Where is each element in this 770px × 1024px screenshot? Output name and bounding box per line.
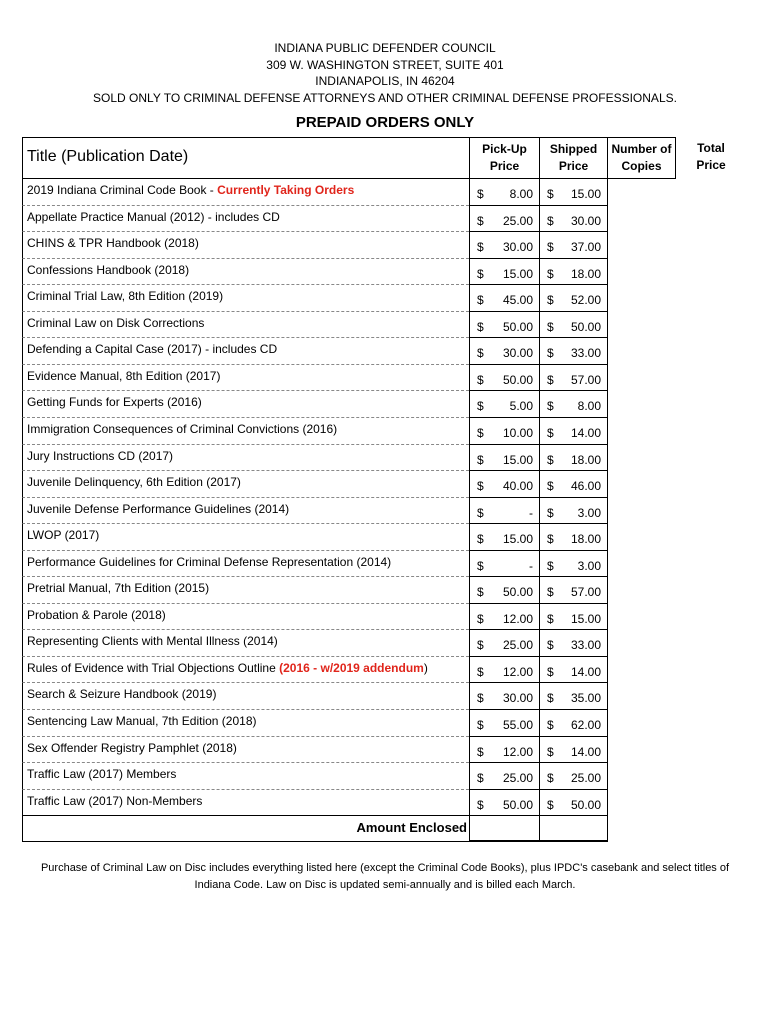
- pickup-price-cell: [469, 551, 539, 578]
- table-row: [22, 683, 744, 710]
- row-title-text: Sex Offender Registry Pamphlet (2018): [27, 740, 237, 755]
- row-title-text: Criminal Law on Disk Corrections: [27, 315, 205, 330]
- row-title-text: 2019 Indiana Criminal Code Book -: [27, 183, 218, 197]
- shipped-price: 50.00: [570, 319, 601, 334]
- currency-symbol: $: [547, 266, 554, 281]
- row-divider: [607, 365, 608, 392]
- pickup-price: 55.00: [502, 718, 533, 732]
- row-divider: [607, 604, 608, 631]
- currency-symbol: $: [477, 558, 484, 573]
- row-divider: [607, 524, 608, 551]
- table-row: [22, 577, 744, 604]
- shipped-price: 18.00: [570, 266, 601, 281]
- table-row: [22, 445, 744, 472]
- row-title-text: Search & Seizure Handbook (2019): [27, 687, 217, 702]
- row-title-text: Juvenile Defense Performance Guidelines (2014): [27, 501, 290, 516]
- shipped-price: 57.00: [570, 372, 601, 387]
- sales-restriction: SOLD ONLY TO CRIMINAL DEFENSE ATTORNEYS AND OTHER CRIMINAL DEFENSE PROFESSIONALS.: [93, 90, 677, 105]
- org-name: INDIANA PUBLIC DEFENDER COUNCIL: [274, 41, 496, 55]
- shipped-price-cell: [539, 418, 607, 445]
- shipped-price-cell: [539, 285, 607, 312]
- row-title-text: LWOP (2017): [27, 528, 100, 543]
- org-city: INDIANAPOLIS, IN 46204: [315, 74, 455, 88]
- shipped-price-cell: [539, 471, 607, 498]
- row-title-text: Criminal Trial Law, 8th Edition (2019): [27, 289, 224, 304]
- amount-shipped-cell[interactable]: [539, 816, 607, 842]
- shipped-price-cell: [539, 498, 607, 525]
- row-title: [22, 365, 469, 392]
- table-row: [22, 763, 744, 790]
- currency-symbol: $: [477, 611, 484, 626]
- currency-symbol: $: [547, 664, 554, 679]
- currency-symbol: $: [477, 240, 484, 255]
- pickup-price-cell: [469, 365, 539, 392]
- currency-symbol: $: [477, 372, 484, 387]
- shipped-price: 14.00: [570, 744, 601, 759]
- currency-symbol: $: [477, 399, 484, 414]
- shipped-price-cell: [539, 737, 607, 764]
- shipped-price: 18.00: [570, 452, 601, 467]
- currency-symbol: $: [477, 664, 484, 679]
- row-title: [22, 206, 469, 233]
- row-title: [22, 737, 469, 764]
- row-divider: [607, 285, 608, 312]
- currency-symbol: $: [547, 771, 554, 786]
- row-divider: [607, 312, 608, 339]
- pickup-price: 30.00: [502, 691, 533, 706]
- row-title: [22, 285, 469, 312]
- currency-symbol: $: [547, 346, 554, 361]
- shipped-price-cell: [539, 365, 607, 392]
- letterhead: [0, 40, 770, 106]
- shipped-price: 25.00: [570, 771, 601, 786]
- pickup-price: 12.00: [502, 664, 533, 679]
- shipped-price: 15.00: [570, 187, 601, 201]
- row-title: [22, 391, 469, 418]
- table-row: [22, 285, 744, 312]
- row-title: [22, 498, 469, 525]
- shipped-price: 37.00: [570, 240, 601, 255]
- shipped-price: 18.00: [570, 532, 601, 547]
- shipped-price: 50.00: [570, 797, 601, 812]
- currency-symbol: $: [547, 213, 554, 228]
- row-title-note: Currently Taking Orders: [217, 183, 355, 197]
- pickup-price: -: [529, 558, 533, 573]
- row-title-suffix: ): [423, 660, 428, 675]
- total-label: Total: [697, 141, 725, 155]
- pickup-price: 30.00: [502, 346, 533, 361]
- row-divider: [607, 418, 608, 445]
- row-title-text: Performance Guidelines for Criminal Defense Representation (2014): [27, 554, 392, 569]
- currency-symbol: $: [477, 452, 484, 467]
- pickup-price: 50.00: [502, 372, 533, 387]
- currency-symbol: $: [547, 558, 554, 573]
- table-row: [22, 737, 744, 764]
- shipped-price-cell: [539, 179, 607, 206]
- pickup-price-cell: [469, 524, 539, 551]
- row-title-text: Sentencing Law Manual, 7th Edition (2018): [27, 714, 257, 728]
- table-row: [22, 232, 744, 259]
- currency-symbol: $: [477, 479, 484, 494]
- shipped-price: 57.00: [570, 585, 601, 600]
- currency-symbol: $: [477, 187, 484, 201]
- row-title: [22, 418, 469, 445]
- table-row: [22, 259, 744, 286]
- shipped-price-cell: [539, 683, 607, 710]
- row-title-text: Traffic Law (2017) Members: [27, 767, 177, 782]
- row-title-text: Pretrial Manual, 7th Edition (2015): [27, 581, 210, 596]
- pickup-price-cell: [469, 630, 539, 657]
- shipped-price: 30.00: [570, 213, 601, 228]
- table-row: [22, 551, 744, 578]
- row-title-text: Representing Clients with Mental Illness (2014): [27, 634, 278, 649]
- currency-symbol: $: [547, 611, 554, 626]
- pickup-price-cell: [469, 179, 539, 206]
- amount-pickup-cell[interactable]: [469, 816, 539, 842]
- row-title-text: Getting Funds for Experts (2016): [27, 395, 202, 410]
- currency-symbol: $: [477, 346, 484, 361]
- pickup-price: 5.00: [509, 399, 533, 414]
- row-title: [22, 312, 469, 339]
- pickup-price: 10.00: [502, 425, 533, 440]
- table-row: [22, 312, 744, 339]
- currency-symbol: $: [547, 532, 554, 547]
- shipped-price: 15.00: [570, 611, 601, 626]
- column-header-total: [676, 137, 746, 179]
- row-divider: [607, 683, 608, 710]
- row-title-text: Evidence Manual, 8th Edition (2017): [27, 368, 221, 383]
- row-divider: [607, 710, 608, 737]
- row-divider: [607, 498, 608, 525]
- copies-label-2: Copies: [621, 159, 662, 173]
- currency-symbol: $: [477, 771, 484, 786]
- shipped-price: 14.00: [570, 425, 601, 440]
- row-divider: [607, 391, 608, 418]
- currency-symbol: $: [477, 691, 484, 706]
- table-row: [22, 471, 744, 498]
- shipped-price-cell: [539, 312, 607, 339]
- row-title: [22, 577, 469, 604]
- row-title: [22, 524, 469, 551]
- pickup-price: 30.00: [502, 240, 533, 255]
- currency-symbol: $: [547, 797, 554, 812]
- row-title: [22, 179, 469, 206]
- table-row: [22, 710, 744, 737]
- currency-symbol: $: [547, 425, 554, 440]
- column-header-title: Title (Publication Date): [22, 137, 469, 179]
- table-row: [22, 418, 744, 445]
- pickup-price: 15.00: [502, 452, 533, 467]
- shipped-price-cell: [539, 524, 607, 551]
- pickup-price-cell: [469, 338, 539, 365]
- pickup-price: 40.00: [502, 479, 533, 494]
- table-row: [22, 391, 744, 418]
- shipped-price: 46.00: [570, 479, 601, 494]
- amount-divider: [607, 816, 608, 842]
- row-divider: [607, 338, 608, 365]
- currency-symbol: $: [547, 585, 554, 600]
- row-title: [22, 604, 469, 631]
- row-divider: [607, 206, 608, 233]
- currency-symbol: $: [547, 240, 554, 255]
- currency-symbol: $: [547, 691, 554, 706]
- row-divider: [607, 259, 608, 286]
- row-title-text: Confessions Handbook (2018): [27, 262, 190, 277]
- amount-enclosed-label: Amount Enclosed: [22, 816, 469, 842]
- row-title-text: Appellate Practice Manual (2012) - includes CD: [27, 209, 280, 224]
- currency-symbol: $: [547, 479, 554, 494]
- currency-symbol: $: [477, 319, 484, 334]
- currency-symbol: $: [477, 585, 484, 600]
- currency-symbol: $: [547, 187, 554, 201]
- shipped-price-cell: [539, 445, 607, 472]
- shipped-price-cell: [539, 577, 607, 604]
- pickup-price: 50.00: [502, 797, 533, 812]
- row-title: [22, 683, 469, 710]
- pickup-price-cell: [469, 498, 539, 525]
- row-divider: [607, 551, 608, 578]
- table-row: [22, 365, 744, 392]
- currency-symbol: $: [477, 425, 484, 440]
- table-row: [22, 338, 744, 365]
- pickup-price-cell: [469, 790, 539, 817]
- column-header-shipped: [539, 137, 607, 179]
- row-title: [22, 445, 469, 472]
- shipped-price: 3.00: [577, 505, 601, 520]
- row-divider: [607, 445, 608, 472]
- pickup-price: 15.00: [502, 266, 533, 281]
- shipped-price: 3.00: [577, 558, 601, 573]
- shipped-price-cell: [539, 232, 607, 259]
- row-title-text: CHINS & TPR Handbook (2018): [27, 236, 199, 251]
- table-row: [22, 524, 744, 551]
- amount-enclosed-row: [22, 816, 744, 842]
- pickup-price: 50.00: [502, 585, 533, 600]
- pickup-price: 25.00: [502, 213, 533, 228]
- currency-symbol: $: [547, 293, 554, 308]
- pickup-price-cell: [469, 312, 539, 339]
- pickup-price: 12.00: [502, 744, 533, 759]
- currency-symbol: $: [547, 638, 554, 653]
- pickup-price: 50.00: [502, 319, 533, 334]
- currency-symbol: $: [477, 293, 484, 308]
- shipped-price-cell: [539, 551, 607, 578]
- pickup-price: 12.00: [502, 611, 533, 626]
- pickup-price-cell: [469, 285, 539, 312]
- shipped-price-cell: [539, 657, 607, 684]
- currency-symbol: $: [477, 797, 484, 812]
- table-row: [22, 790, 744, 817]
- pickup-price: 45.00: [502, 293, 533, 308]
- shipped-price-cell: [539, 710, 607, 737]
- pickup-price-cell: [469, 418, 539, 445]
- row-divider: [607, 763, 608, 790]
- row-divider: [607, 737, 608, 764]
- row-title-text: Jury Instructions CD (2017): [27, 448, 174, 463]
- row-title: [22, 763, 469, 790]
- row-title: [22, 710, 469, 737]
- page-title: PREPAID ORDERS ONLY: [295, 114, 475, 131]
- table-row: [22, 604, 744, 631]
- shipped-price-cell: [539, 604, 607, 631]
- pickup-price-cell: [469, 259, 539, 286]
- row-divider: [607, 790, 608, 817]
- shipped-price-cell: [539, 391, 607, 418]
- shipped-price-cell: [539, 763, 607, 790]
- pickup-label-2: Price: [489, 159, 520, 173]
- pickup-price-cell: [469, 577, 539, 604]
- shipped-price-cell: [539, 630, 607, 657]
- shipped-label-2: Price: [558, 159, 589, 173]
- pickup-price: 25.00: [502, 638, 533, 653]
- currency-symbol: $: [547, 452, 554, 467]
- currency-symbol: $: [477, 532, 484, 547]
- shipped-label: Shipped: [549, 142, 598, 156]
- shipped-price-cell: [539, 206, 607, 233]
- pickup-price-cell: [469, 232, 539, 259]
- row-divider: [607, 657, 608, 684]
- row-title: [22, 630, 469, 657]
- column-header-pickup: [469, 137, 539, 179]
- column-header-copies: [607, 137, 676, 179]
- row-title-text: Traffic Law (2017) Non-Members: [27, 793, 203, 808]
- pickup-price-cell: [469, 763, 539, 790]
- row-title-text: Rules of Evidence with Trial Objections Outline: [27, 660, 280, 675]
- currency-symbol: $: [547, 399, 554, 414]
- currency-symbol: $: [477, 213, 484, 228]
- row-divider: [607, 471, 608, 498]
- row-divider: [607, 179, 608, 206]
- org-street: 309 W. WASHINGTON STREET, SUITE 401: [266, 57, 504, 72]
- row-title-text: Probation & Parole (2018): [27, 607, 166, 622]
- shipped-price-cell: [539, 338, 607, 365]
- pickup-price-cell: [469, 657, 539, 684]
- row-title: [22, 338, 469, 365]
- pickup-price: 25.00: [502, 771, 533, 786]
- footer-line-2: Indiana Code. Law on Disc is updated semi-annually and is billed each March.: [194, 879, 576, 891]
- shipped-price: 8.00: [577, 399, 601, 414]
- pickup-price-cell: [469, 604, 539, 631]
- shipped-price: 35.00: [570, 691, 601, 706]
- shipped-price: 33.00: [570, 638, 601, 653]
- currency-symbol: $: [547, 372, 554, 387]
- pickup-price-cell: [469, 206, 539, 233]
- shipped-price: 14.00: [570, 664, 601, 679]
- shipped-price: 52.00: [570, 293, 601, 308]
- currency-symbol: $: [547, 505, 554, 520]
- currency-symbol: $: [477, 505, 484, 520]
- pickup-price: 8.00: [509, 187, 533, 201]
- row-title-text: Juvenile Delinquency, 6th Edition (2017): [27, 475, 241, 490]
- pickup-price: -: [529, 505, 533, 520]
- currency-symbol: $: [477, 718, 484, 732]
- table-row: [22, 179, 744, 206]
- table-row: [22, 657, 744, 684]
- table-row: [22, 498, 744, 525]
- shipped-price: 62.00: [570, 718, 601, 732]
- row-title: [22, 790, 469, 817]
- total-label-2: Price: [696, 158, 726, 172]
- row-title: [22, 232, 469, 259]
- copies-label: Number of: [611, 142, 672, 156]
- pickup-price-cell: [469, 445, 539, 472]
- row-title: [22, 471, 469, 498]
- pickup-label: Pick-Up: [482, 142, 527, 156]
- row-title: [22, 259, 469, 286]
- row-title-text: Immigration Consequences of Criminal Convictions (2016): [27, 421, 338, 436]
- row-title-note: (2016 - w/2019 addendum: [279, 660, 424, 675]
- shipped-price: 33.00: [570, 346, 601, 361]
- currency-symbol: $: [477, 744, 484, 759]
- pickup-price-cell: [469, 683, 539, 710]
- footer-note: [20, 860, 750, 894]
- pickup-price-cell: [469, 737, 539, 764]
- pickup-price-cell: [469, 471, 539, 498]
- row-divider: [607, 232, 608, 259]
- row-divider: [607, 577, 608, 604]
- row-title: [22, 551, 469, 578]
- row-title-text: Defending a Capital Case (2017) - includes CD: [27, 342, 278, 357]
- currency-symbol: $: [477, 638, 484, 653]
- row-divider: [607, 630, 608, 657]
- row-title: [22, 657, 469, 684]
- shipped-price-cell: [539, 259, 607, 286]
- table-row: [22, 630, 744, 657]
- currency-symbol: $: [477, 266, 484, 281]
- currency-symbol: $: [547, 744, 554, 759]
- pickup-price-cell: [469, 391, 539, 418]
- shipped-price-cell: [539, 790, 607, 817]
- currency-symbol: $: [547, 718, 554, 732]
- pickup-price-cell: [469, 710, 539, 737]
- table-row: [22, 206, 744, 233]
- footer-line-1: Purchase of Criminal Law on Disc includes everything listed here (except the Criminal Code Books), plus IPDC's casebank and select titles of: [40, 862, 730, 874]
- pickup-price: 15.00: [502, 532, 533, 547]
- currency-symbol: $: [547, 319, 554, 334]
